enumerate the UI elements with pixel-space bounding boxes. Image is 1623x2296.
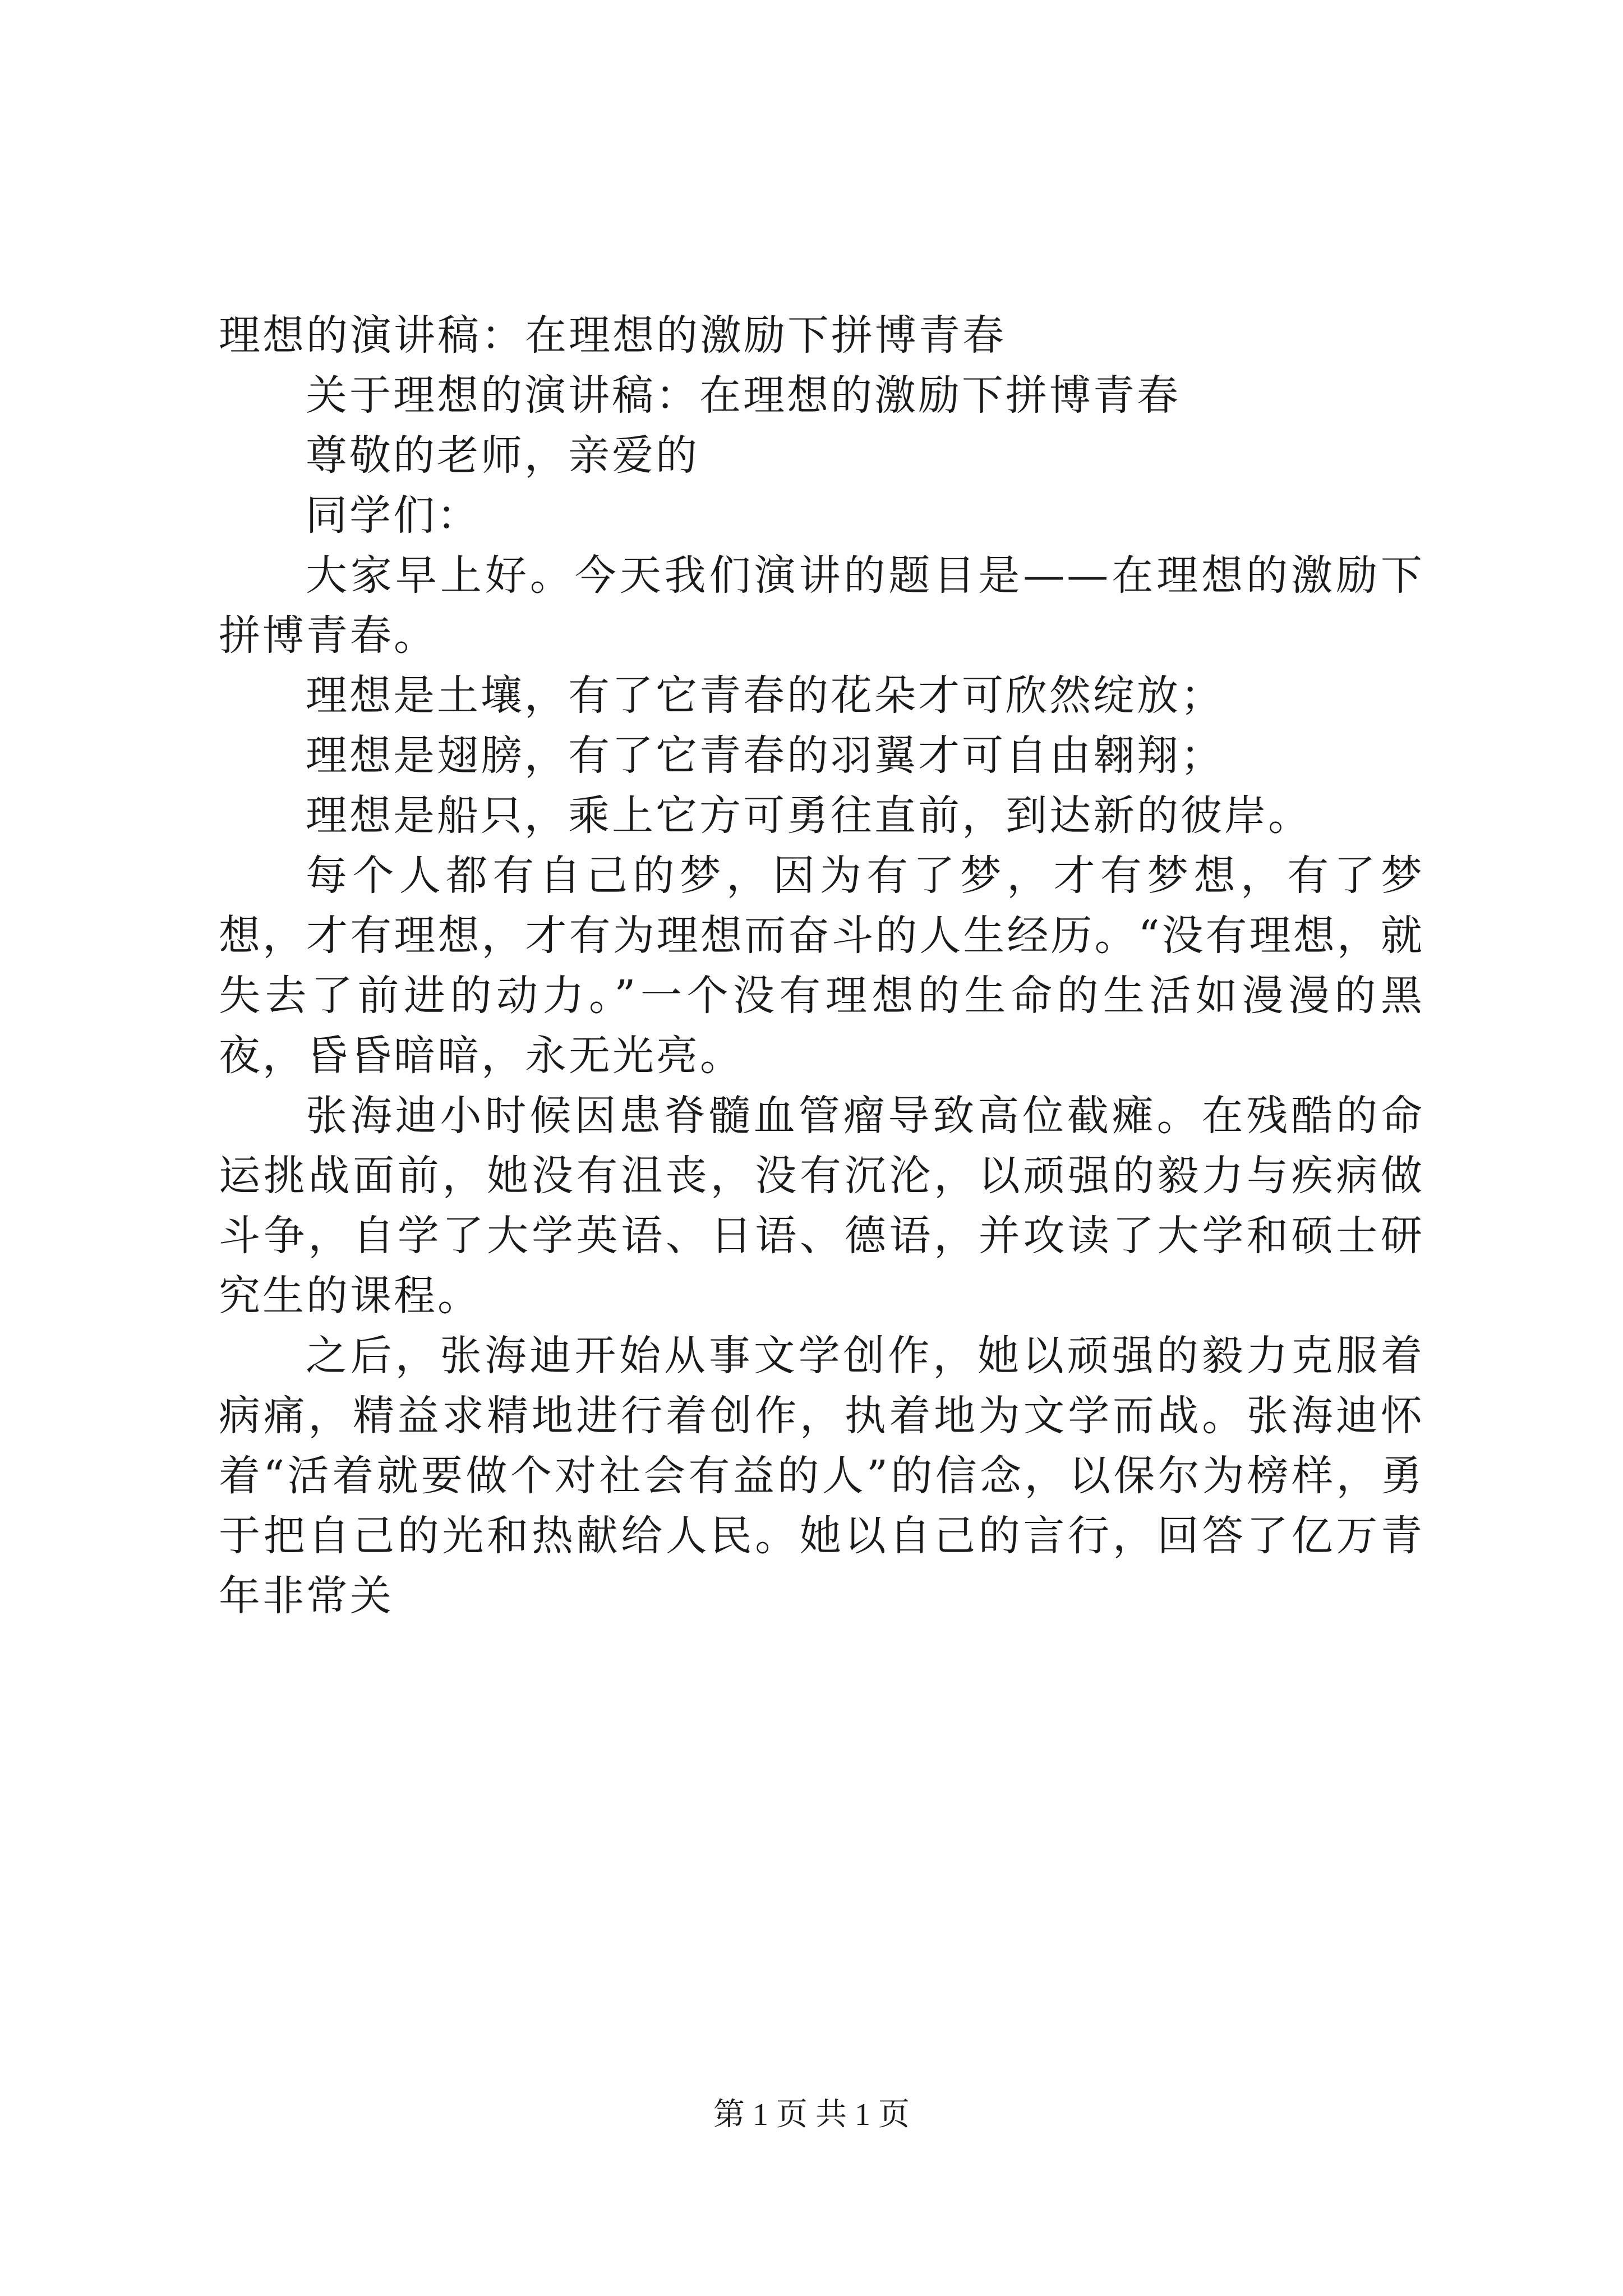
document-body [219, 306, 1424, 1626]
paragraph-zhang-haidi-2: 之后，张海迪开始从事文学创作，她以顽强的毅力克服着病痛，精益求精地进行着创作，执着地为文学而战。张海迪怀着“活着就要做个对社会有益的人”的信念，以保尔为榜样，勇于把自己的光和热献给人民。她以自己的言行，回答了亿万青年非常关 [219, 1332, 1424, 1620]
paragraph-salutation-2: 同学们： [306, 491, 481, 540]
paragraph-ideal-ship: 理想是船只，乘上它方可勇往直前，到达新的彼岸。 [306, 792, 1312, 840]
page-footer: 第 1 页 共 1 页 [713, 2097, 910, 2132]
paragraph-zhang-haidi-1: 张海迪小时候因患脊髓血管瘤导致高位截瘫。在残酷的命运挑战面前，她没有沮丧，没有沉沦，以顽强的毅力与疾病做斗争，自学了大学英语、日语、德语，并攻读了大学和硕士研究生的课程。 [219, 1092, 1424, 1320]
paragraph-ideal-soil: 理想是土壤，有了它青春的花朵才可欣然绽放； [306, 671, 1224, 720]
paragraph-ideal-wings: 理想是翅膀，有了它青春的羽翼才可自由翱翔； [306, 731, 1224, 780]
paragraph-greeting: 大家早上好。今天我们演讲的题目是——在理想的激励下拼博青春。 [219, 551, 1424, 660]
paragraph-subtitle: 关于理想的演讲稿：在理想的激励下拼博青春 [306, 371, 1181, 420]
paragraph-dreams: 每个人都有自己的梦，因为有了梦，才有梦想，有了梦想，才有理想，才有为理想而奋斗的人生经历。“没有理想，就失去了前进的动力。”一个没有理想的生命的生活如漫漫的黑夜，昏昏暗暗，永无光亮。 [219, 852, 1424, 1080]
document-title: 理想的演讲稿：在理想的激励下拼博青春 [219, 311, 1006, 360]
paragraph-salutation-1: 尊敬的老师，亲爱的 [306, 431, 699, 480]
